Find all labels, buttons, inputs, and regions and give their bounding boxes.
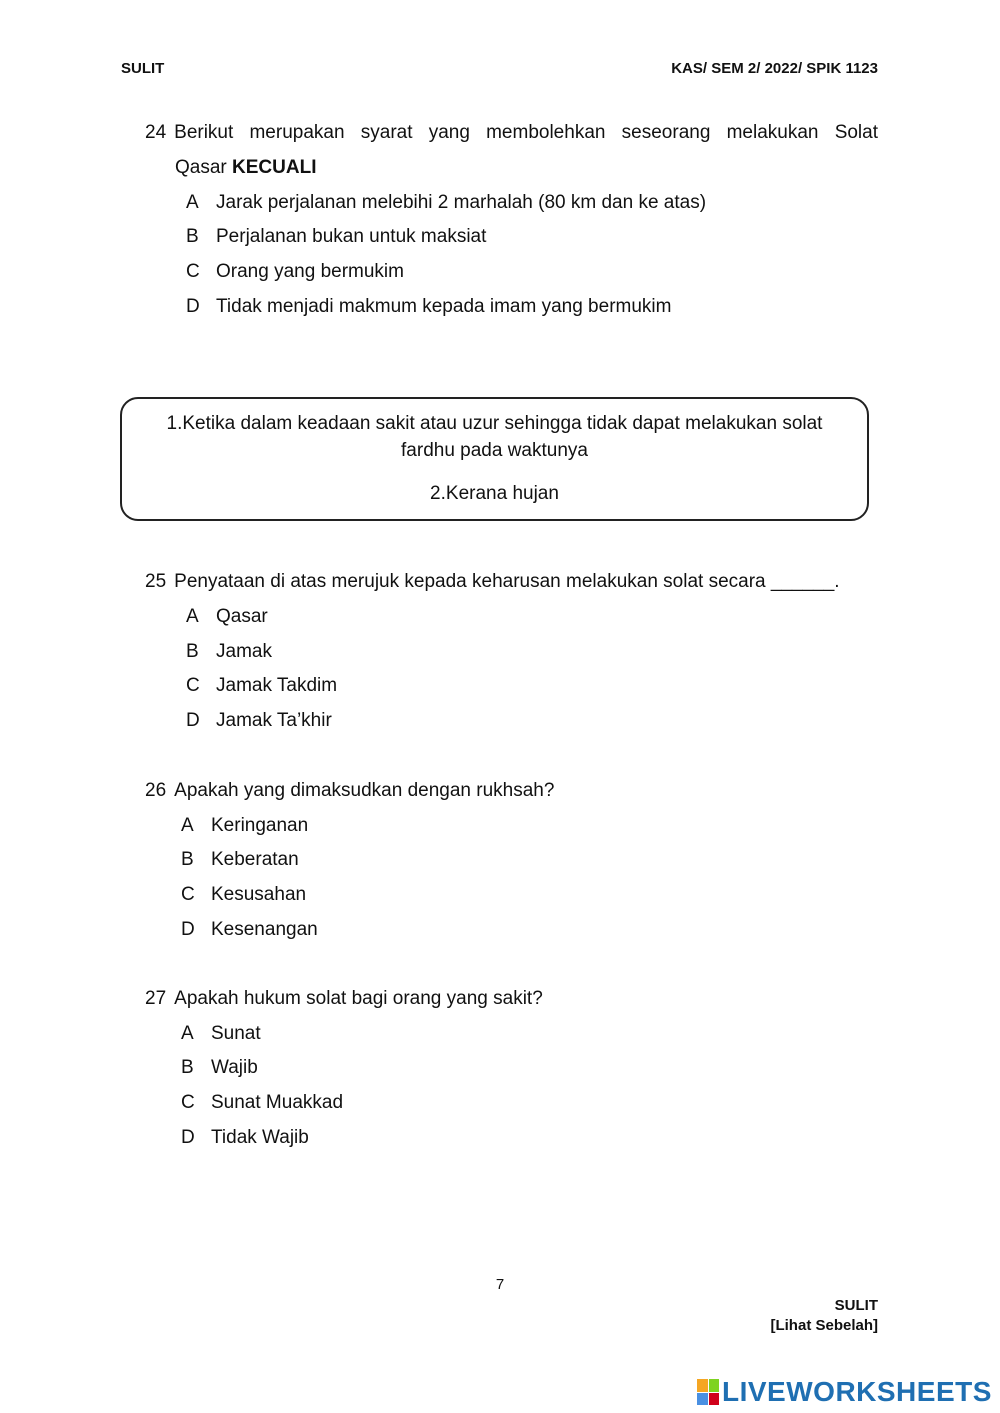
option-text: Sunat Muakkad [211, 1092, 344, 1113]
liveworksheets-wordmark: LIVEWORKSHEETS [722, 1376, 992, 1407]
option-text: Keberatan [211, 849, 299, 870]
logo-square-2 [709, 1379, 720, 1392]
option-text: Perjalanan bukan untuk maksiat [216, 226, 487, 247]
option-letter: D [186, 710, 200, 731]
option-letter: D [186, 296, 200, 317]
question-27-stem-text: Apakah hukum solat bagi orang yang sakit? [174, 988, 543, 1009]
option-letter: D [181, 919, 195, 940]
option-letter: C [186, 261, 200, 282]
question-25 [145, 571, 840, 594]
question-number: 25 [145, 571, 167, 592]
header-left: SULIT [121, 60, 165, 77]
option-text: Jamak [216, 641, 272, 662]
option-text: Tidak Wajib [211, 1127, 309, 1148]
option-text: Kesenangan [211, 919, 318, 940]
question-number: 24 [145, 122, 167, 143]
option-27-a[interactable] [181, 1023, 261, 1045]
option-text: Qasar [216, 606, 268, 627]
question-26-stem [145, 780, 554, 803]
option-letter: C [181, 884, 195, 905]
question-25-stem-text: Penyataan di atas merujuk kepada keharusan melakukan solat secara ______. [174, 571, 840, 592]
statement-line-3: 2.Kerana hujan [430, 483, 559, 504]
footer-next-page: [Lihat Sebelah] [770, 1317, 878, 1334]
option-text: Sunat [211, 1023, 261, 1044]
option-letter: B [186, 226, 199, 247]
option-24-c[interactable] [186, 261, 404, 283]
footer-sulit: SULIT [834, 1297, 878, 1314]
option-letter: A [181, 1023, 194, 1044]
option-letter: B [181, 1057, 194, 1078]
option-24-d[interactable] [186, 296, 671, 318]
question-26 [145, 780, 554, 803]
question-number: 27 [145, 988, 167, 1009]
option-26-b[interactable] [181, 849, 299, 871]
liveworksheets-brand[interactable] [697, 1376, 992, 1408]
option-text: Keringanan [211, 815, 309, 836]
option-27-c[interactable] [181, 1092, 343, 1114]
question-24-stem-line2 [175, 157, 316, 179]
option-letter: C [186, 675, 200, 696]
stem-text: Qasar [175, 157, 227, 178]
question-26-stem-text: Apakah yang dimaksudkan dengan rukhsah? [174, 780, 555, 801]
option-letter: B [181, 849, 194, 870]
option-text: Kesusahan [211, 884, 307, 905]
option-text: Tidak menjadi makmum kepada imam yang bermukim [216, 296, 672, 317]
option-26-c[interactable] [181, 884, 306, 906]
option-25-b[interactable] [186, 641, 272, 663]
option-letter: A [181, 815, 194, 836]
option-letter: A [186, 606, 199, 627]
question-25-stem [145, 571, 840, 594]
question-24 [145, 122, 878, 145]
logo-square-3 [697, 1393, 708, 1406]
option-26-a[interactable] [181, 815, 308, 837]
option-24-a[interactable] [186, 192, 706, 214]
question-24-stem [145, 122, 878, 145]
option-26-d[interactable] [181, 919, 318, 941]
logo-square-1 [697, 1379, 708, 1392]
question-number: 26 [145, 780, 167, 801]
header-right: KAS/ SEM 2/ 2022/ SPIK 1123 [671, 60, 878, 77]
option-25-a[interactable] [186, 606, 268, 628]
option-25-c[interactable] [186, 675, 337, 697]
option-text: Jamak Ta’khir [216, 710, 332, 731]
liveworksheets-logo-icon [697, 1379, 719, 1405]
question-24-stem-line1: Berikut merupakan syarat yang membolehkan seseorang melakukan Solat [174, 122, 878, 143]
option-text: Orang yang bermukim [216, 261, 404, 282]
option-letter: A [186, 192, 199, 213]
option-text: Jarak perjalanan melebihi 2 marhalah (80 km dan ke atas) [216, 192, 707, 213]
question-27 [145, 988, 543, 1011]
statement-box [120, 397, 869, 521]
question-27-stem [145, 988, 543, 1011]
option-letter: B [186, 641, 199, 662]
logo-square-4 [709, 1393, 720, 1406]
option-27-d[interactable] [181, 1127, 309, 1149]
option-24-b[interactable] [186, 226, 486, 248]
page-number: 7 [495, 1276, 505, 1293]
option-text: Jamak Takdim [216, 675, 338, 696]
option-text: Wajib [211, 1057, 258, 1078]
stem-emphasis: KECUALI [232, 157, 317, 178]
option-letter: D [181, 1127, 195, 1148]
option-27-b[interactable] [181, 1057, 258, 1079]
statement-line-2: fardhu pada waktunya [401, 440, 588, 461]
option-letter: C [181, 1092, 195, 1113]
statement-line-1: 1.Ketika dalam keadaan sakit atau uzur sehingga tidak dapat melakukan solat [166, 413, 823, 434]
option-25-d[interactable] [186, 710, 332, 732]
